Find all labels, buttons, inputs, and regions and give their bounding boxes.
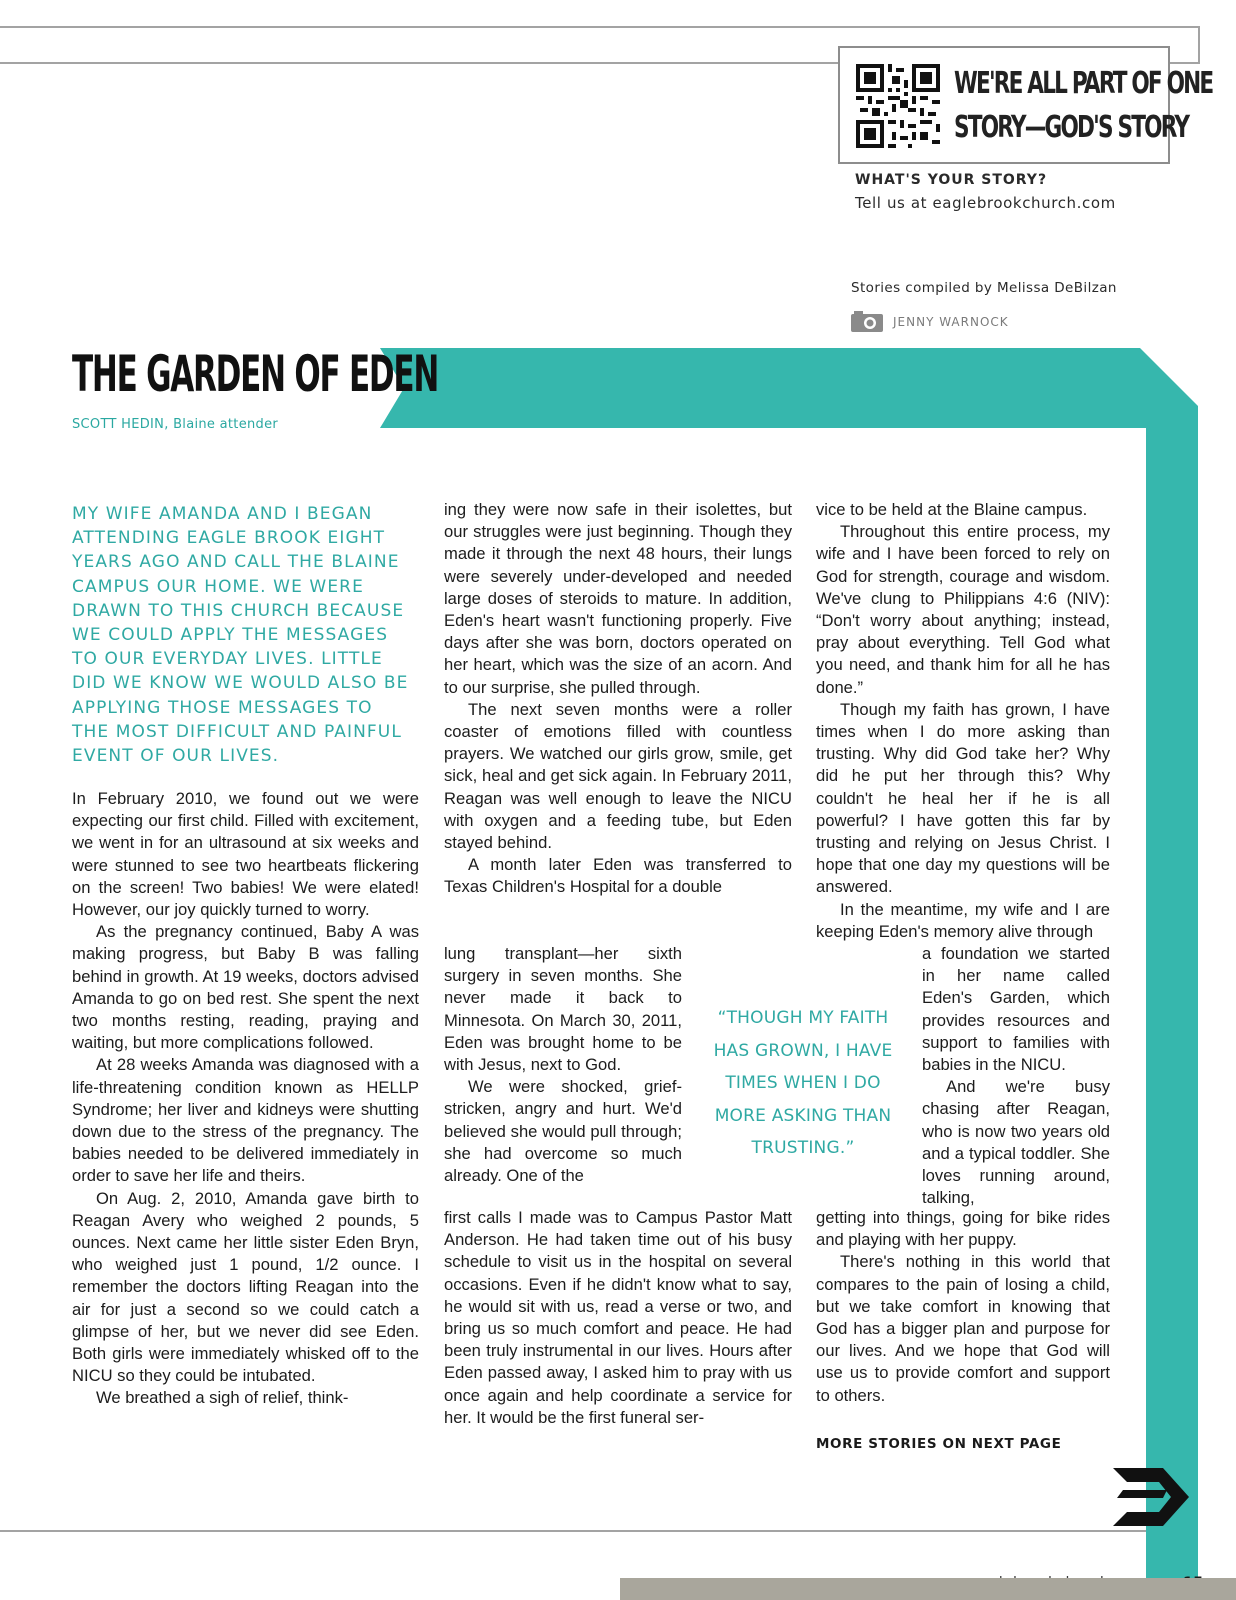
paragraph: getting into things, going for bike rides and playing with her puppy. (816, 1208, 1110, 1250)
paragraph: The next seven months were a roller coaster of emotions filled with countless prayers. We watched our girls grow, smile, get sick, heal and get sick again. In February 2011, Reagan was well enough to leave the NICU with oxygen and a feeding tube, but Eden stayed behind. (444, 699, 792, 853)
camera-icon (851, 310, 883, 332)
story-question: WHAT'S YOUR STORY? (855, 172, 1048, 188)
paragraph: We breathed a sigh of relief, think- (96, 1388, 349, 1408)
footer-bar (620, 1578, 1236, 1600)
column-3-bottom (816, 1207, 1110, 1407)
column-2-top (444, 499, 792, 899)
paragraph: vice to be held at the Blaine campus. (816, 500, 1088, 519)
story-promo-box (838, 46, 1213, 164)
paragraph: At 28 weeks Amanda was diagnosed with a life-threatening condition known as HELLP Syndrome; her liver and kidneys were shutting down due to the stress of the pregnancy. The babies needed to be delivered immediately in order to save her life and theirs. (72, 1055, 419, 1186)
article-byline: SCOTT HEDIN, Blaine attender (72, 417, 279, 432)
next-arrow-icon[interactable] (1113, 1468, 1189, 1526)
column-1 (72, 788, 419, 1410)
promo-title-line1: WE'RE ALL PART OF ONE (954, 66, 1213, 101)
paragraph: Throughout this entire process, my wife and I have been forced to rely on God for strength, courage and wisdom. We've clung to Philippians 4:6 (NIV): “Don't worry about anything; instead, pray about everything. Tell God what you need, and thank him for all he has done.” (816, 522, 1110, 697)
pull-quote: “THOUGH MY FAITH HAS GROWN, I HAVE TIMES WHEN I DO MORE ASKING THAN TRUSTING.” (713, 1008, 893, 1158)
paragraph: There's nothing in this world that compares to the pain of losing a child, but we take comfort in knowing that God has a bigger plan and purpose for our lives. And we hope that God will use us to provide comfort and support to others. (816, 1252, 1110, 1405)
paragraph: A month later Eden was transferred to Texas Children's Hospital for a double (444, 855, 792, 897)
column-3-middle (922, 943, 1110, 1209)
column-3-top (816, 499, 1110, 943)
footer-rule (0, 1530, 1146, 1532)
article-lede: MY WIFE AMANDA AND I BEGAN ATTENDING EAGLE BROOK EIGHT YEARS AGO AND CALL THE BLAINE CAMPUS OUR HOME. WE WERE DRAWN TO THIS CHURCH BECAUSE WE COULD APPLY THE MESSAGES TO OUR EVERYDAY LIVES. LITTLE DID WE KNOW WE WOULD ALSO BE APPLYING THOSE MESSAGES TO THE MOST DIFFICULT AND PAINFUL EVENT OF OUR LIVES. (72, 504, 409, 767)
paragraph: ing they were now safe in their isolettes, but our struggles were just beginning. Though they made it through the next 48 hours, their lungs were severely under-developed and needed large doses of steroids to mature. In addition, Eden's heart wasn't functioning properly. Five days after she was born, doctors operated on her heart, which was the size of an acorn. And to our surprise, she pulled through. (444, 500, 792, 697)
paragraph: As the pregnancy continued, Baby A was making progress, but Baby B was falling behind in growth. At 19 weeks, doctors advised Amanda to go on bed rest. She spent the next two months resting, reading, praying and waiting, but more complications followed. (72, 922, 419, 1053)
paragraph: In February 2010, we found out we were expecting our first child. Filled with excitement, we went in for an ultrasound at six weeks and were stunned to see two heartbeats flickering on the screen! Two babies! We were elated! However, our joy quickly turned to worry. (72, 789, 419, 920)
paragraph: On Aug. 2, 2010, Amanda gave birth to Reagan Avery who weighed 2 pounds, 5 ounces. Next came her little sister Eden Bryn, who weighed just 1 pound, 1/2 ounce. I remember the doctors lifting Reagan into the air for just a second so we could catch a glimpse of her, but we never did see Eden. Both girls were immediately whisked off to the NICU so they could be intubated. (72, 1188, 419, 1386)
paragraph: Though my faith has grown, I have times when I do more asking than trusting. Why did God take her? Why did he put her through this? Why couldn't he heal her if he is all powerful? I have gotten this far by trusting and relying on Jesus Christ. I hope that one day my questions will be answered. (816, 699, 1110, 897)
story-tell-us[interactable]: Tell us at eaglebrookchurch.com (855, 194, 1116, 212)
paragraph: And we're busy chasing after Reagan, who is now two years old and a typical toddler. She loves running around, talking, (922, 1077, 1110, 1208)
paragraph: a foundation we started in her name called Eden's Garden, which provides resources and support to families with babies in the NICU. (922, 944, 1110, 1075)
paragraph: We were shocked, grief-stricken, angry and hurt. We'd believed she would pull through; she had overcome so much already. One of the (444, 1077, 682, 1186)
paragraph: In the meantime, my wife and I are keeping Eden's memory alive through (816, 899, 1110, 941)
column-2-bottom (444, 1207, 792, 1429)
promo-title (954, 62, 1213, 150)
paragraph: first calls I made was to Campus Pastor Matt Anderson. He had taken time out of his busy schedule to visit us in the hospital on several occasions. Even if he didn't know what to say, he would sit with us, read a verse or two, and bring us so much comfort and peace. He had been truly instrumental in our lives. Hours after Eden passed away, I asked him to pray with us once again and help coordinate a service for her. It would be the first funeral ser- (444, 1208, 792, 1427)
compiled-credit: Stories compiled by Melissa DeBilzan (851, 280, 1117, 296)
article-title: THE GARDEN OF EDEN (72, 345, 439, 403)
qr-code-icon[interactable] (856, 64, 940, 148)
column-2-middle (444, 943, 682, 1187)
photographer-credit: JENNY WARNOCK (893, 315, 1009, 329)
paragraph: lung transplant—her sixth surgery in seven months. She never made it back to Minnesota. On March 30, 2011, Eden was brought home to be with Jesus, next to God. (444, 944, 682, 1075)
promo-title-line2: STORY—GOD'S STORY (954, 110, 1189, 145)
more-stories-link[interactable]: MORE STORIES ON NEXT PAGE (816, 1436, 1062, 1452)
